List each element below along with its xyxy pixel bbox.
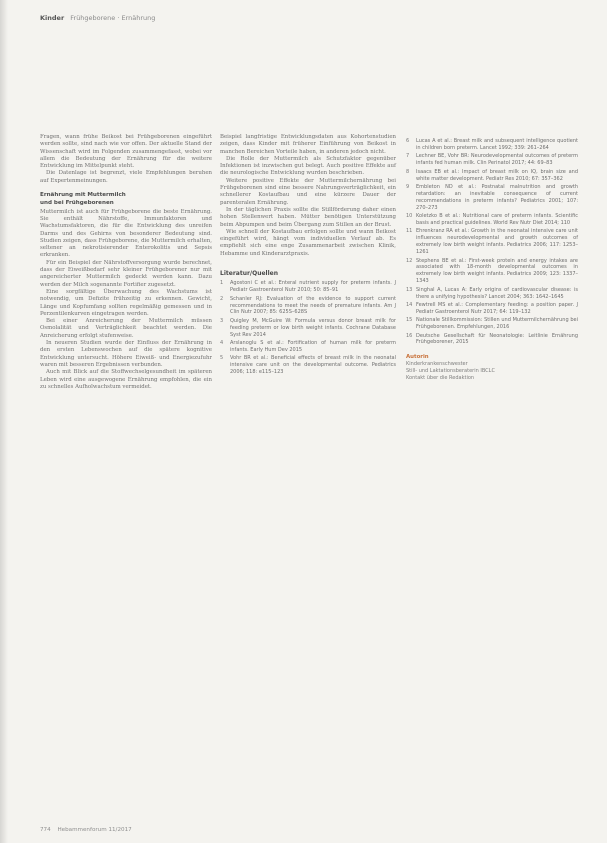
reference-number: 1 xyxy=(220,280,224,287)
intro-paragraph: Die Datenlage ist begrenzt, viele Empfehlungen beruhen auf Expertenmeinungen. xyxy=(40,170,212,184)
running-head-section: Kinder xyxy=(40,14,65,22)
reference-text: Singhal A, Lucas A: Early origins of cardiovascular disease: is there a unifying hypothesis? Lancet 2004; 363: 1642–1645 xyxy=(416,286,578,300)
body-paragraph: Muttermilch ist auch für Frühgeborene die beste Ernährung. Sie enthält Nährstoffe, Immunfaktoren und Wachstumsfaktoren, die für die Entwicklung des unreifen Darms und des Gehirns von besonderer Bedeutung sind. Studien zeigen, dass Frühgeborene, die Muttermilch erhalten, seltener an nekrotisierender Enterokolitis und Sepsis erkranken. xyxy=(40,208,212,259)
reference-number: 10 xyxy=(406,213,413,220)
reference-item xyxy=(406,302,578,316)
reference-number: 7 xyxy=(406,153,410,160)
reference-item xyxy=(406,138,578,152)
page-fold-shadow xyxy=(0,0,8,843)
reference-item xyxy=(406,184,578,212)
author-line: Kinderkrankenschwester xyxy=(406,361,468,368)
intro-paragraph: Fragen, wann frühe Beikost bei Frühgeborenen eingeführt werden sollte, sind nach wie vor offen. Der aktuelle Stand der Wissenschaft wird im Folgenden zusammengefasst, wobei vor allem die Bedeutung der Ernährung für die weitere Entwicklung im Mittelpunkt steht. xyxy=(40,134,212,170)
reference-text: Lucas A et al.: Breast milk and subsequent intelligence quotient in children born preterm. Lancet 1992; 339: 261–264 xyxy=(416,138,578,151)
reference-text: Vohr BR et al.: Beneficial effects of breast milk in the neonatal intensive care unit on the developmental outcome. Pediatrics 2006; 118: e115–123 xyxy=(230,355,396,376)
author-line: Kontakt über die Redaktion xyxy=(406,375,475,382)
reference-text: Schanler RJ: Evaluation of the evidence to support current recommendations to meet the needs of premature infants. Am J Clin Nutr 2007; 85: 625S–628S xyxy=(230,295,396,316)
reference-text: Lechner BE, Vohr BR: Neurodevelopmental outcomes of preterm infants fed human milk. Clin Perinatol 2017; 44: 69–83 xyxy=(416,153,578,167)
section-subheading: und bei Frühgeborenen xyxy=(40,200,114,207)
reference-text: Arslanoglu S et al.: Fortification of human milk for preterm infants. Early Hum Dev 2015 xyxy=(230,340,396,353)
running-head xyxy=(40,14,155,22)
reference-text: Isaacs EB et al.: Impact of breast milk on IQ, brain size and white matter development. Pediatr Res 2010; 67: 357–362 xyxy=(416,168,578,182)
reference-item xyxy=(220,296,396,317)
reference-number: 4 xyxy=(220,340,224,347)
reference-number: 13 xyxy=(406,286,413,293)
reference-item xyxy=(406,287,578,301)
body-paragraph: In der täglichen Praxis sollte die Stillförderung daher einen hohen Stellenwert haben. Mütter benötigen Unterstützung beim Abpumpen und beim Übergang zum Stillen an der Brust. xyxy=(220,206,396,228)
reference-number: 12 xyxy=(406,257,413,264)
reference-number: 11 xyxy=(406,228,413,235)
reference-number: 14 xyxy=(406,301,413,308)
body-paragraph: Eine sorgfältige Überwachung des Wachstums ist notwendig, um Defizite frühzeitig zu erkennen. Gewicht, Länge und Kopfumfang sollten regelmäßig gemessen und in Perzentilenkurven eingetragen werden. xyxy=(40,288,212,317)
reference-text: Embleton ND et al.: Postnatal malnutrition and growth retardation: an inevitable consequence of current recommendations in preterm infants? Pediatrics 2001; 107: 270–273 xyxy=(416,183,578,211)
page-footer xyxy=(40,827,132,833)
reference-text: Nationale Stillkommission: Stillen und Muttermilchernährung bei Frühgeborenen. Empfehlungen, 2016 xyxy=(416,317,578,331)
page-number: 774 xyxy=(40,827,51,833)
reference-text: Agostoni C et al.: Enteral nutrient supply for preterm infants. J Pediatr Gastroenterol Nutr 2010; 50: 85–91 xyxy=(230,280,396,294)
reference-item xyxy=(220,318,396,339)
reference-text: Deutsche Gesellschaft für Neonatologie: Leitlinie Ernährung Frühgeborener, 2015 xyxy=(416,332,578,346)
body-paragraph: Beispiel langfristige Entwicklungsdaten aus Kohortenstudien zeigen, dass Kinder mit früherer Einführung von Beikost in manchen Bereichen Vorteile haben, in anderen jedoch nicht. xyxy=(220,134,396,155)
journal-name: Hebammenforum 11/2017 xyxy=(57,827,132,833)
reference-item xyxy=(406,169,578,183)
body-paragraph: Die Rolle der Muttermilch als Schutzfaktor gegenüber Infektionen ist inzwischen gut belegt. Auch positive Effekte auf die neurologische Entwicklung wurden beschrieben. xyxy=(220,155,396,177)
running-head-title: Frühgeborene · Ernährung xyxy=(70,14,156,22)
reference-item xyxy=(220,340,396,354)
column-2 xyxy=(220,134,396,378)
reference-item xyxy=(220,355,396,376)
column-3 xyxy=(406,138,578,382)
reference-number: 15 xyxy=(406,317,413,324)
reference-text: Koletzko B et al.: Nutritional care of preterm infants. Scientific basis and practical guidelines. World Rev Nutr Diet 2014; 110 xyxy=(416,213,578,226)
reference-item xyxy=(406,228,578,256)
body-paragraph: Bei einer Anreicherung der Muttermilch müssen Osmolalität und Verträglichkeit beachtet werden. Die Anreicherung erfolgt stufenweise. xyxy=(40,318,212,339)
reference-item xyxy=(220,280,396,294)
author-line: Still- und Laktationsberaterin IBCLC xyxy=(406,368,495,375)
reference-number: 5 xyxy=(220,355,224,362)
body-paragraph: Weitere positive Effekte der Muttermilchernährung bei Frühgeborenen sind eine bessere Nahrungsverträglichkeit, ein schnellerer Kostaufbau und eine kürzere Dauer der parenteralen Ernährung. xyxy=(220,177,396,206)
reference-number: 6 xyxy=(406,138,410,144)
reference-text: Quigley M, McGuire W: Formula versus donor breast milk for feeding preterm or low birth weight infants. Cochrane Database Syst Rev 2014 xyxy=(230,317,396,338)
author-box xyxy=(406,354,578,382)
body-paragraph: Auch mit Blick auf die Stoffwechselgesundheit im späteren Leben wird eine ausgewogene Ernährung empfohlen, die ein zu schnelles Aufholwachstum vermeidet. xyxy=(40,369,212,390)
reference-item xyxy=(406,153,578,167)
reference-number: 2 xyxy=(220,295,224,302)
literature-heading: Literatur/Quellen xyxy=(220,270,279,278)
reference-number: 8 xyxy=(406,168,410,175)
body-paragraph: Für ein Beispiel der Nährstoffversorgung wurde berechnet, dass der Eiweißbedarf sehr kleiner Frühgeborener nur mit angereicherter Muttermilch gedeckt werden kann. Dazu werden der Milch sogenannte Fortifier zugesetzt. xyxy=(40,259,212,288)
reference-item xyxy=(406,213,578,227)
body-paragraph: In neueren Studien wurde der Einfluss der Ernährung in den ersten Lebenswochen auf die spätere kognitive Entwicklung untersucht. Höhere Eiweiß- und Energiezufuhr waren mit besseren Ergebnissen verbunden. xyxy=(40,340,212,368)
reference-item xyxy=(406,317,578,331)
reference-text: Fewtrell MS et al.: Complementary feeding: a position paper. J Pediatr Gastroenterol Nutr 2017; 64: 119–132 xyxy=(416,301,578,315)
reference-number: 3 xyxy=(220,317,224,324)
body-paragraph: Wie schnell der Kostaufbau erfolgen sollte und wann Beikost eingeführt wird, hängt vom individuellen Verlauf ab. Es empfiehlt sich eine enge Zusammenarbeit zwischen Klinik, Hebamme und Kinderarztpraxis. xyxy=(220,228,396,257)
reference-number: 16 xyxy=(406,332,413,339)
reference-text: Stephens BE et al.: First-week protein and energy intakes are associated with 18-month developmental outcomes in extremely low birth weight infants. Pediatrics 2009; 123: 1337–1343 xyxy=(416,257,578,285)
reference-item xyxy=(406,258,578,286)
column-1 xyxy=(40,134,212,391)
reference-text: Ehrenkranz RA et al.: Growth in the neonatal intensive care unit influences neurodevelopmental and growth outcomes of extremely low birth weight infants. Pediatrics 2006; 117: 1253–1261 xyxy=(416,228,578,256)
author-name: Autorin xyxy=(406,354,429,361)
reference-number: 9 xyxy=(406,183,410,190)
section-heading: Ernährung mit Muttermilch xyxy=(40,192,126,199)
reference-item xyxy=(406,333,578,347)
